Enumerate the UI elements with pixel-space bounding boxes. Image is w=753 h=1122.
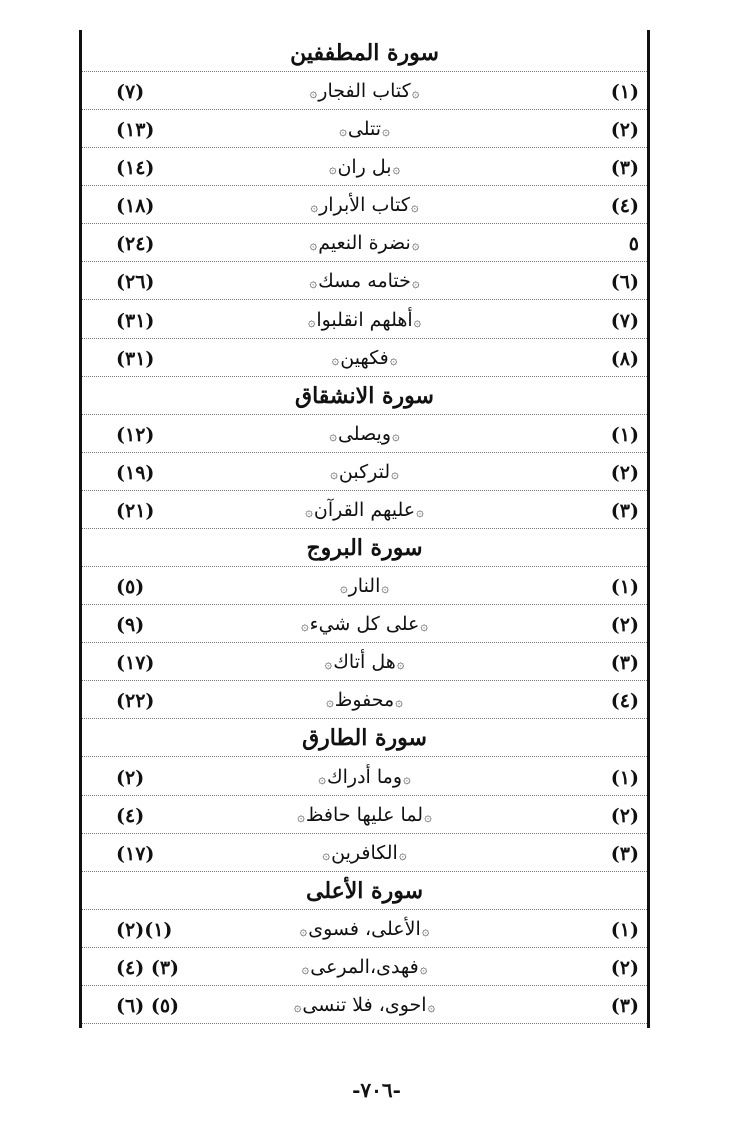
ornament-icon: ۞ <box>322 847 331 863</box>
index-row <box>82 72 647 110</box>
ornament-icon: ۞ <box>391 466 399 482</box>
ornament-icon: ۞ <box>299 923 308 939</box>
ornament-icon: ۞ <box>293 1000 302 1015</box>
verse-reference: (٣١) <box>116 347 155 370</box>
ornament-icon: ۞ <box>301 619 309 635</box>
index-row <box>82 910 647 948</box>
surah-title: سورة الانشقاق <box>295 382 434 409</box>
ornament-icon: ۞ <box>330 466 338 482</box>
row-number: (١) <box>610 576 639 599</box>
ornament-icon: ۞ <box>427 1000 436 1015</box>
row-number: ٥ <box>628 233 639 256</box>
ornament-icon: ۞ <box>411 86 420 102</box>
row-number: (٢) <box>610 614 639 637</box>
surah-title-row <box>82 34 647 72</box>
verse-reference: (١)(٢) <box>116 918 173 941</box>
ayah-text <box>82 842 647 864</box>
ornament-icon: ۞ <box>309 86 318 102</box>
row-number: (٣) <box>610 652 639 675</box>
ayah-words: على كل شيء <box>309 613 420 636</box>
ayah-words: عليهم القرآن <box>313 498 416 521</box>
ayah-text <box>82 689 647 711</box>
ornament-icon: ۞ <box>339 581 348 597</box>
ornament-icon: ۞ <box>381 581 389 597</box>
ayah-text <box>82 194 647 216</box>
verse-reference: (١٧) <box>116 842 155 865</box>
ayah-words: ختامه مسك <box>318 270 411 293</box>
ayah-text <box>82 270 647 292</box>
ornament-icon: ۞ <box>403 771 411 787</box>
ayah-words: تتلى <box>347 118 382 141</box>
verse-reference: (١٩) <box>116 461 155 484</box>
surah-title: سورة المطففين <box>290 40 439 66</box>
ornament-icon: ۞ <box>331 352 340 368</box>
verse-reference: (٢٦) <box>116 271 155 294</box>
index-row <box>82 415 647 453</box>
index-row <box>82 186 647 224</box>
verse-reference: (٤) <box>116 804 145 827</box>
ornament-icon: ۞ <box>382 124 390 140</box>
ayah-words: كتاب الفجار <box>318 80 411 103</box>
verse-reference: (١٢) <box>116 423 155 446</box>
ornament-icon: ۞ <box>310 200 319 216</box>
row-number: (٤) <box>610 195 639 218</box>
ornament-icon: ۞ <box>301 961 310 977</box>
row-number: (٣) <box>610 499 639 522</box>
index-row <box>82 339 647 377</box>
verse-reference: (١٣) <box>116 119 155 142</box>
row-number: (٤) <box>610 690 639 713</box>
verse-reference: (٣١) <box>116 309 155 332</box>
ayah-text <box>82 804 647 826</box>
ayah-words: الكافرين <box>331 841 398 864</box>
ayah-text <box>82 80 647 102</box>
ayah-words: بل ران <box>337 156 392 179</box>
verse-reference: (٩) <box>116 614 145 637</box>
row-number: (٢) <box>610 461 639 484</box>
index-row <box>82 453 647 491</box>
ayah-text <box>82 766 647 788</box>
index-row <box>82 262 647 300</box>
surah-title-row <box>82 377 647 415</box>
ornament-icon: ۞ <box>326 695 334 711</box>
ornament-icon: ۞ <box>410 200 419 216</box>
row-number: (٨) <box>610 347 639 370</box>
index-row <box>82 567 647 605</box>
ornament-icon: ۞ <box>329 428 337 444</box>
index-row <box>82 948 647 986</box>
ayah-words: كتاب الأبرار <box>319 194 410 217</box>
ornament-icon: ۞ <box>395 695 403 711</box>
verse-reference: (٢) <box>116 766 145 789</box>
row-number: (٢) <box>610 119 639 142</box>
ayah-text <box>82 651 647 673</box>
ayah-words: النار <box>348 575 381 598</box>
ayah-words: محفوظ <box>334 689 395 712</box>
verse-reference: (٢١) <box>116 499 155 522</box>
ayah-text <box>82 575 647 597</box>
right-rule <box>647 30 650 1028</box>
ornament-icon: ۞ <box>307 314 316 330</box>
row-number: (٣) <box>610 995 639 1017</box>
ornament-icon: ۞ <box>309 276 318 292</box>
ornament-icon: ۞ <box>413 314 422 330</box>
index-row <box>82 605 647 643</box>
ornament-icon: ۞ <box>309 238 318 254</box>
ornament-icon: ۞ <box>392 428 400 444</box>
ornament-icon: ۞ <box>324 657 333 673</box>
ayah-text <box>82 118 647 140</box>
row-divider <box>82 1023 647 1024</box>
ornament-icon: ۞ <box>328 162 337 178</box>
ayah-text <box>82 613 647 635</box>
ornament-icon: ۞ <box>305 504 313 520</box>
ayah-words: ويصلى <box>337 422 392 445</box>
ayah-words: وما أدراك <box>326 765 403 788</box>
index-row <box>82 986 647 1024</box>
verse-reference: (٢٤) <box>116 233 155 256</box>
surah-title-row <box>82 719 647 757</box>
verse-reference: (١٧) <box>116 652 155 675</box>
index-row <box>82 643 647 681</box>
row-number: (١) <box>610 918 639 941</box>
index-row <box>82 148 647 186</box>
ornament-icon: ۞ <box>396 657 405 673</box>
ornament-icon: ۞ <box>398 847 407 863</box>
row-number: (٢) <box>610 956 639 979</box>
index-row <box>82 110 647 148</box>
ornament-icon: ۞ <box>411 238 420 254</box>
ornament-icon: ۞ <box>318 771 326 787</box>
ornament-icon: ۞ <box>411 276 420 292</box>
ayah-text <box>82 499 647 521</box>
ayah-text <box>82 461 647 483</box>
ayah-words: فكهين <box>340 346 389 369</box>
surah-title-row <box>82 872 647 910</box>
ornament-icon: ۞ <box>389 352 398 368</box>
ornament-icon: ۞ <box>339 124 347 140</box>
verse-reference: (٥) (٦) <box>116 995 180 1017</box>
row-number: (٣) <box>610 157 639 180</box>
row-number: (٢) <box>610 804 639 827</box>
index-row <box>82 834 647 872</box>
ayah-text <box>82 347 647 369</box>
surah-title: سورة الطارق <box>302 725 427 752</box>
row-number: (٣) <box>610 842 639 865</box>
ornament-icon: ۞ <box>416 504 424 520</box>
ornament-icon: ۞ <box>419 961 428 977</box>
verse-reference: (٧) <box>116 81 145 104</box>
ornament-icon: ۞ <box>392 162 401 178</box>
ayah-text <box>82 232 647 254</box>
verse-reference: (١٤) <box>116 157 155 180</box>
ayah-words: نضرة النعيم <box>318 232 411 255</box>
row-number: (١) <box>610 423 639 446</box>
index-row <box>82 224 647 262</box>
ayah-words: الأعلى، فسوى <box>308 917 421 940</box>
verse-reference: (١٨) <box>116 195 155 218</box>
verse-reference: (٢٢) <box>116 690 155 713</box>
surah-title: سورة البروج <box>306 535 423 562</box>
ayah-words: أهلهم انقلبوا <box>316 308 413 331</box>
ornament-icon: ۞ <box>420 619 428 635</box>
ayah-text <box>82 156 647 178</box>
ornament-icon: ۞ <box>421 923 430 939</box>
ayah-words: هل أتاك <box>333 651 396 674</box>
ayah-text <box>82 309 647 331</box>
index-row <box>82 301 647 339</box>
index-row <box>82 491 647 529</box>
ayah-text <box>82 423 647 445</box>
surah-title-row <box>82 529 647 567</box>
surah-title: سورة الأعلى <box>305 877 423 904</box>
row-number: (٧) <box>610 309 639 332</box>
ornament-icon: ۞ <box>424 809 432 825</box>
verse-reference: (٣) (٤) <box>116 956 180 979</box>
ornament-icon: ۞ <box>297 809 305 825</box>
ayah-words: لتركبن <box>338 460 391 483</box>
index-row <box>82 758 647 796</box>
row-number: (١) <box>610 81 639 104</box>
index-row <box>82 796 647 834</box>
verse-reference: (٥) <box>116 576 145 599</box>
row-number: (١) <box>610 766 639 789</box>
row-number: (٦) <box>610 271 639 294</box>
ayah-words: احوى، فلا تنسى <box>302 994 427 1016</box>
index-row <box>82 681 647 719</box>
ayah-words: لما عليها حافظ <box>305 803 424 826</box>
ayah-words: فهدى،المرعى <box>310 955 419 978</box>
page-number: -٧٠٦- <box>352 1078 401 1102</box>
